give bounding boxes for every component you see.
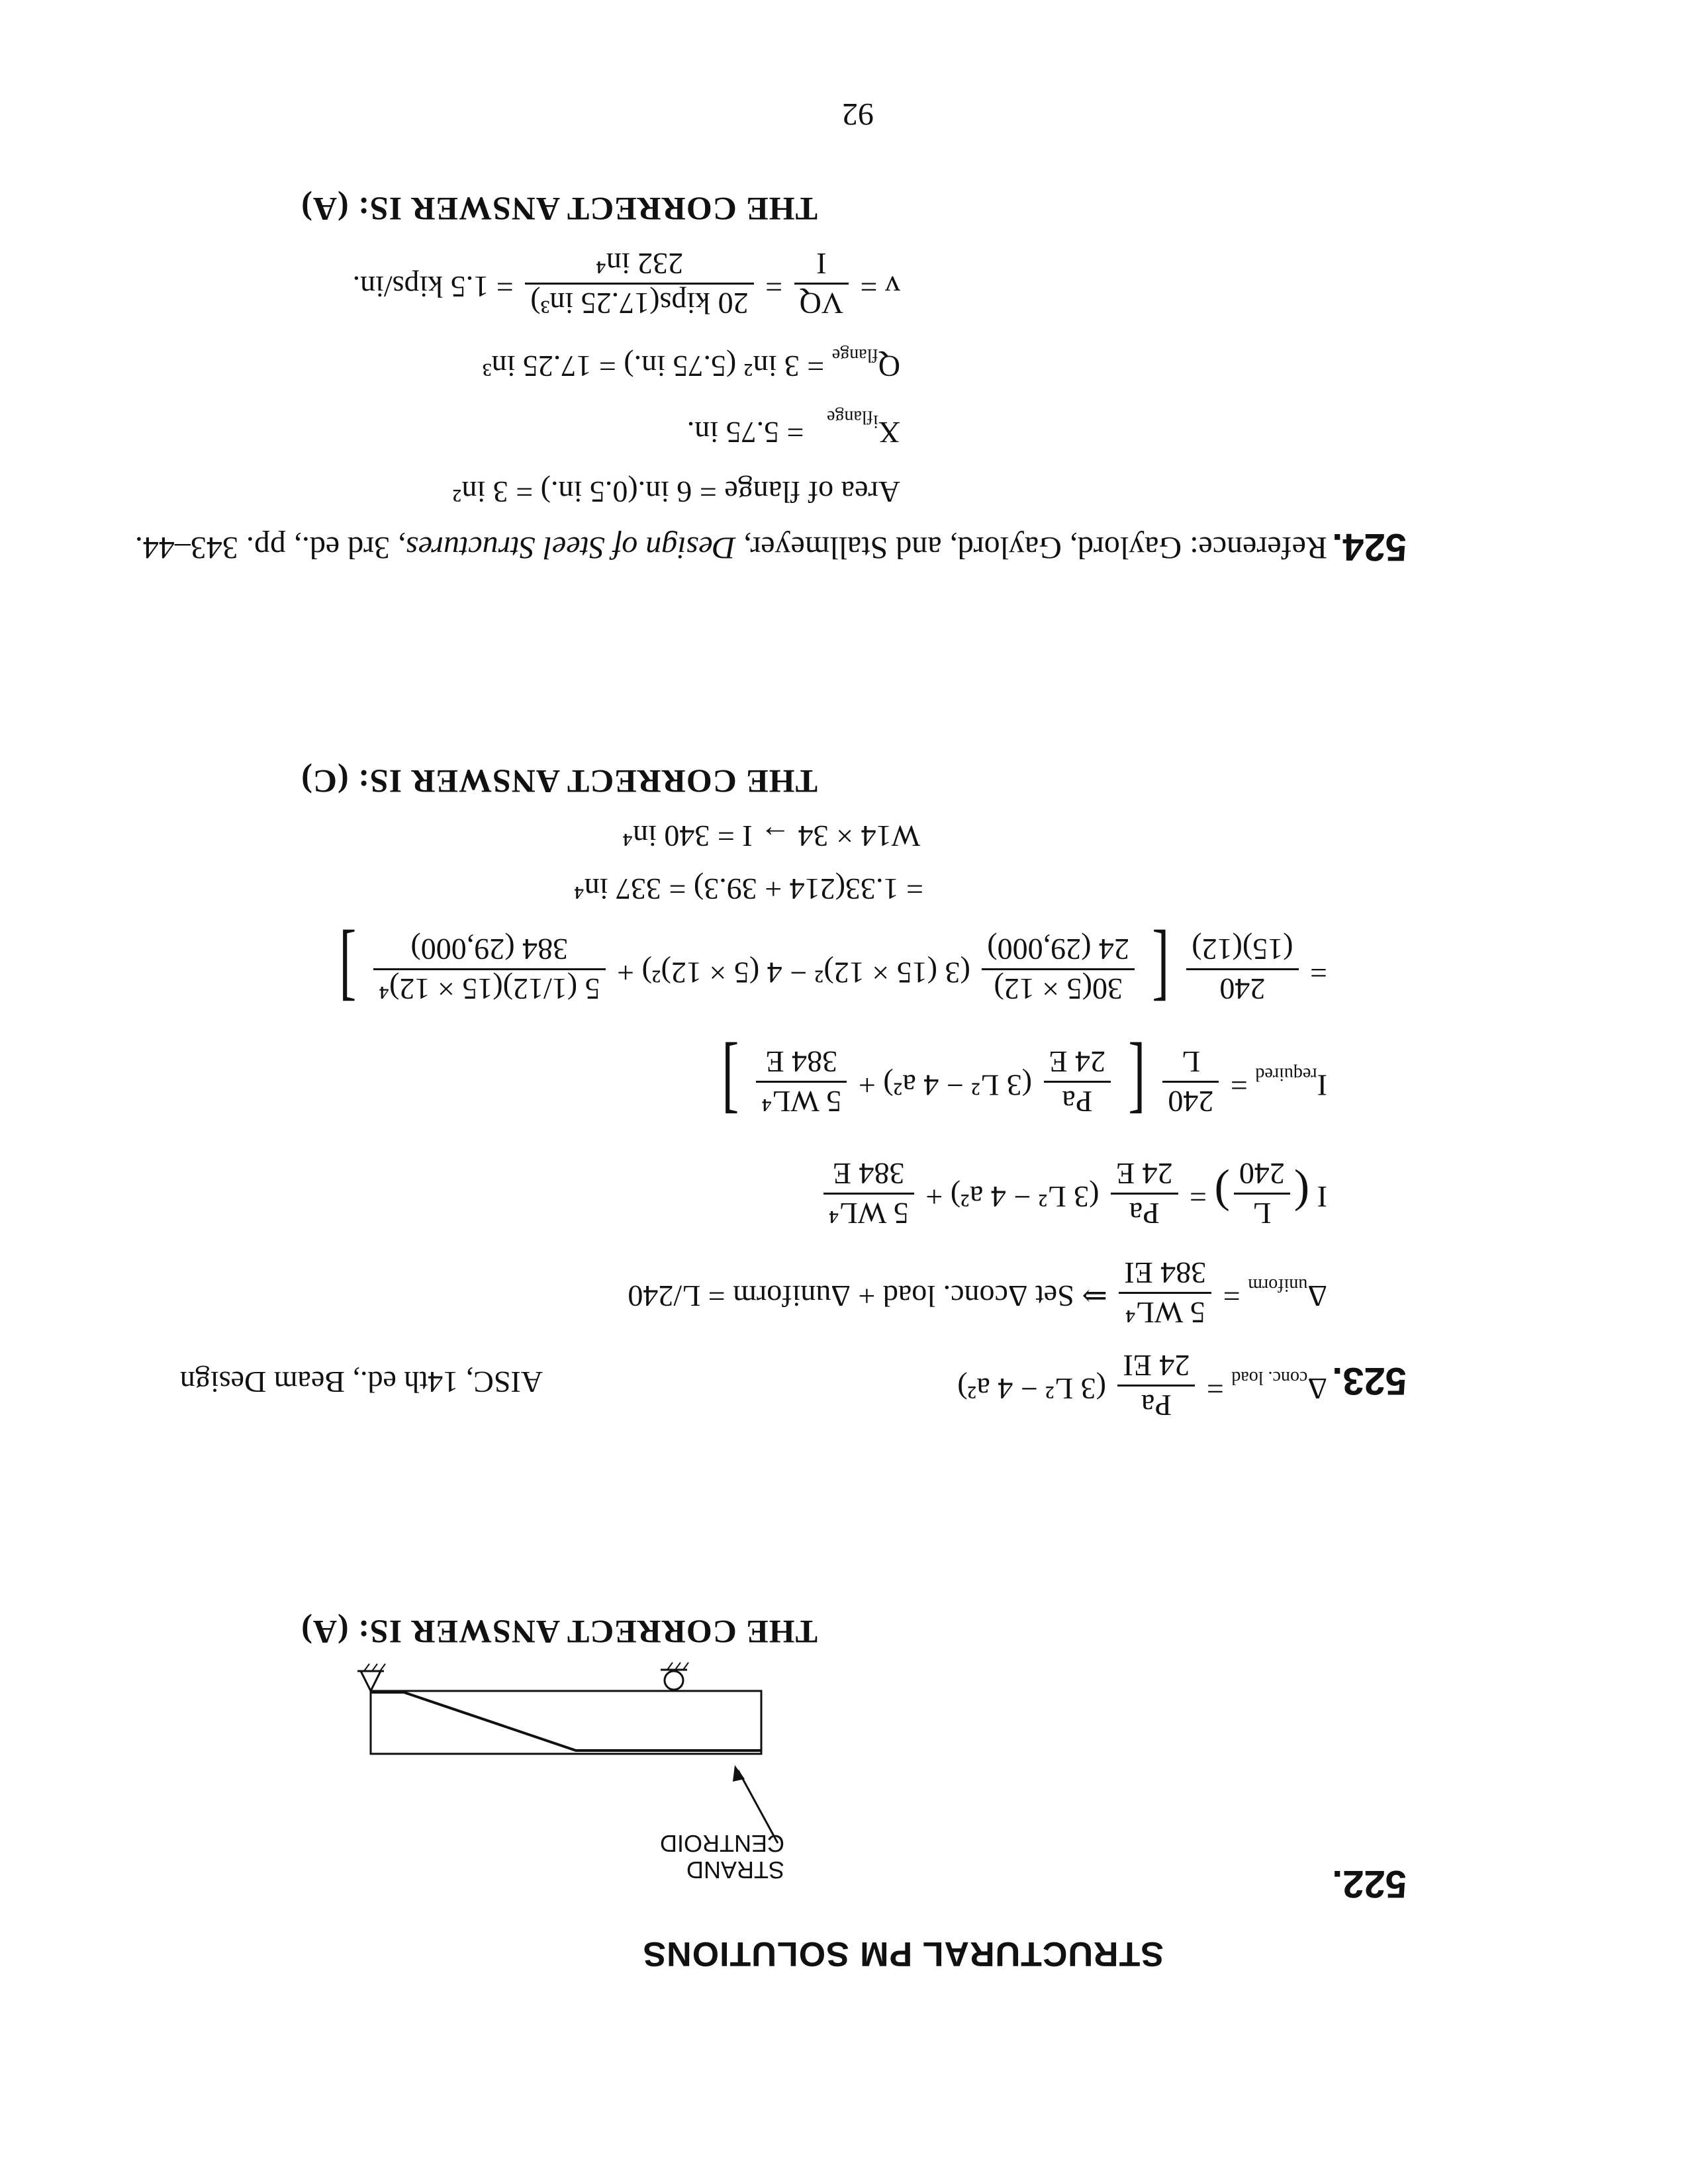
answer-522: THE CORRECT ANSWER IS: (A) [301, 1614, 818, 1651]
pin-support [361, 1671, 381, 1691]
answer-523: THE CORRECT ANSWER IS: (C) [301, 763, 818, 800]
strand-label-line1: STRAND [686, 1856, 784, 1884]
eq-i-required: $I_{required}$ = 240 L [ Pa 24 E (3 L² − 4 a²) + 5 WL⁴ 384 E ] [722, 1034, 1327, 1130]
answer-524: THE CORRECT ANSWER IS: (A) [301, 191, 818, 228]
leader-line [738, 1770, 778, 1843]
eq-uniform: $\Delta_{uniform}$ = 5 WL⁴ 384 EI ⇒ Set Δconc. load + Δuniform = L/240 [628, 1256, 1327, 1330]
page-number: 92 [842, 97, 874, 132]
page-title: STRUCTURAL PM SOLUTIONS [642, 1934, 1164, 1973]
eq-q-flange: $Q_{flange} = 3$ in² (5.75 in.) = 17.25 in³ [482, 344, 900, 383]
eq-i-l240: I ( L 240 ) = Pa 24 E (3 L² − 4 a²) + 5 WL⁴ 384 E [820, 1156, 1327, 1231]
beam-diagram [311, 1661, 894, 1899]
eq-conc-load: $\Delta_{conc. load}$ = Pa 24 EI (3 L² − 4 a²) [957, 1349, 1327, 1422]
strand-label-line2: CENTROID [660, 1830, 784, 1857]
eq-area-of-flange: Area of flange = 6 in.(0.5 in.) = 3 in² [452, 475, 900, 509]
roller-support [665, 1671, 683, 1690]
leader-arrowhead [733, 1765, 745, 1782]
problem-number-522: 522. [1332, 1862, 1407, 1905]
eq-shear-flow: v = VQ I = 20 kips(17.25 in³) 232 in⁴ = 1.5 kips/in. [352, 247, 900, 320]
eq-numeric-substitution: = 240 (15)(12) [ 30(5 × 12) 24 (29,000) (3 (15 × 12)² − 4 (5 × 12)²) + 5 (1/12)(15 × 12)⁴ 384 (29,000) ] [338, 922, 1327, 1017]
eq-x-flange: $X_{i_{flange}} = 5.75$ in. [686, 406, 900, 449]
problem-number-523: 523. [1332, 1359, 1407, 1402]
frac-pa-24ei: Pa 24 EI [1117, 1348, 1195, 1423]
eq-w14x34: W14 × 34 → I = 340 in⁴ [622, 819, 920, 853]
strand-profile [371, 1692, 761, 1751]
eq-result-337: = 1.33(214 + 39.3) = 337 in⁴ [573, 872, 923, 906]
eq-reference-aisc: AISC, 14th ed., Beam Design [179, 1365, 543, 1399]
reference-gaylord: Reference: Gaylord, Gaylord, and Stallmeyer, Design of Steel Structures, 3rd ed., pp. 343–44. [134, 530, 1327, 565]
problem-number-524: 524. [1332, 525, 1407, 569]
